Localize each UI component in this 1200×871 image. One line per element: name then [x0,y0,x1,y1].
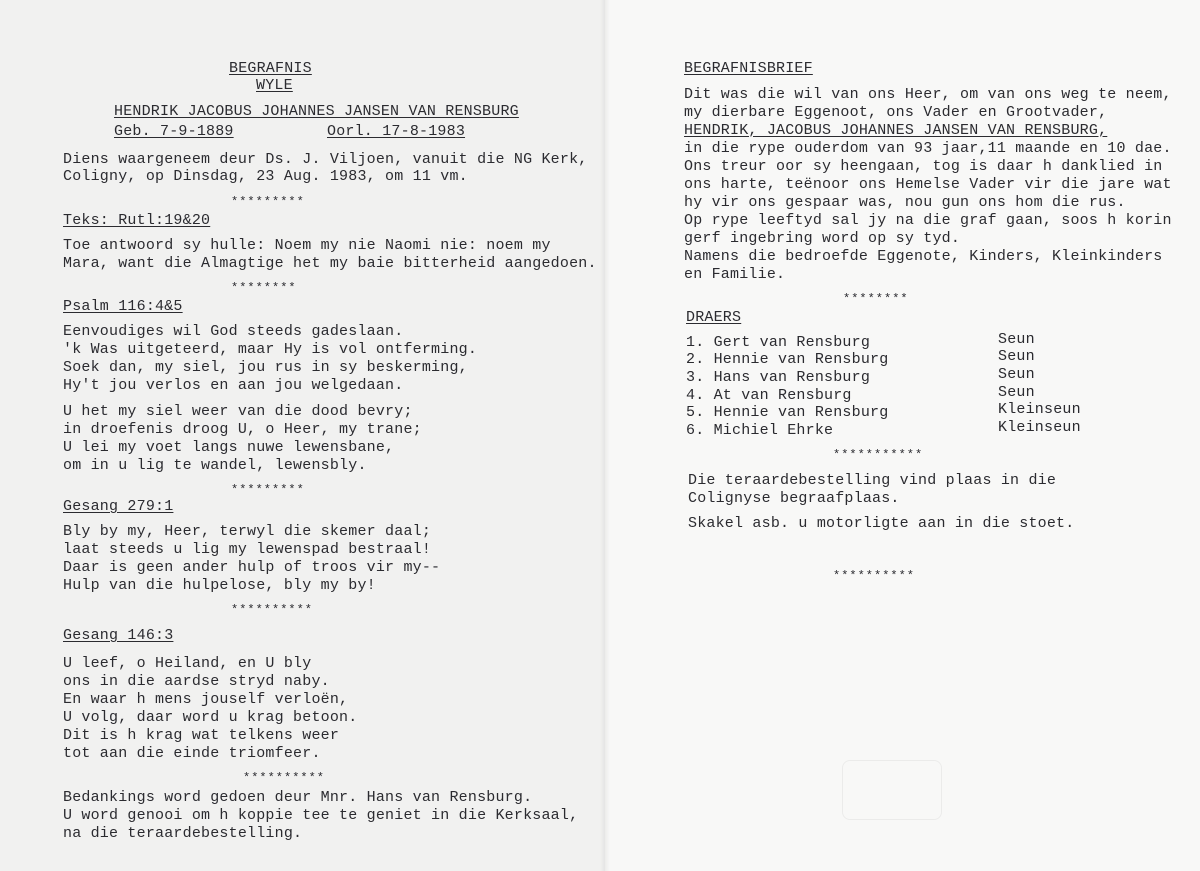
letter-line: my dierbare Eggenoot, ons Vader en Grootvader, [684,104,1108,121]
separator: ********* [231,195,305,209]
letter-line: HENDRIK, JACOBUS JOHANNES JANSEN VAN RENSBURG, [684,122,1108,139]
bearer-name: 3. Hans van Rensburg [686,369,871,386]
deceased-name: HENDRIK JACOBUS JOHANNES JANSEN VAN RENSBURG [114,103,519,120]
bearer-relation: Seun [998,331,1035,348]
bearer-name: 1. Gert van Rensburg [686,334,871,351]
bearer-name: 4. At van Rensburg [686,387,852,404]
separator: ********** [243,771,326,785]
gesang-line: Dit is h krag wat telkens weer [63,727,340,744]
psalm-line: U het my siel weer van die dood bevry; [63,403,413,420]
born-date: Geb. 7-9-1889 [114,123,234,140]
gesang-line: laat steeds u lig my lewenspad bestraal! [63,541,432,558]
gesang-line: tot aan die einde triomfeer. [63,745,321,762]
service-line: Diens waargeneem deur Ds. J. Viljoen, vanuit die NG Kerk, [63,151,588,168]
letter-line: Namens die bedroefde Eggenote, Kinders, Kleinkinders [684,248,1163,265]
faint-stamp [842,760,942,820]
subheading: WYLE [256,77,293,94]
gesang-title: Gesang 279:1 [63,498,174,515]
gesang-line: Bly by my, Heer, terwyl die skemer daal; [63,523,432,540]
bearer-name: 6. Michiel Ehrke [686,422,834,439]
letter-line: en Familie. [684,266,786,283]
bearer-relation: Seun [998,366,1035,383]
letter-line: ons harte, teënoor ons Hemelse Vader vir die jare wat [684,176,1172,193]
died-date: Oorl. 17-8-1983 [327,123,466,140]
psalm-line: Hy't jou verlos en aan jou welgedaan. [63,377,404,394]
bearer-name: 5. Hennie van Rensburg [686,404,889,421]
letter-line: hy vir ons gespaar was, nou gun ons hom die rus. [684,194,1126,211]
psalm-line: 'k Was uitgeteerd, maar Hy is vol ontferming. [63,341,478,358]
gesang-line: En waar h mens jouself verloën, [63,691,349,708]
gesang-line: ons in die aardse stryd naby. [63,673,330,690]
letter-line: gerf ingebring word op sy tyd. [684,230,961,247]
text-title: Teks: Rutl:19&20 [63,212,211,229]
letter-title: BEGRAFNISBRIEF [684,60,813,77]
separator: ********** [231,603,314,617]
psalm-line: in droefenis droog U, o Heer, my trane; [63,421,422,438]
page-fold [600,0,610,871]
bearer-relation: Seun [998,348,1035,365]
text-line: Mara, want die Almagtige het my baie bitterheid aangedoen. [63,255,597,272]
bearer-relation: Kleinseun [998,401,1081,418]
psalm-line: Soek dan, my siel, jou rus in sy beskerming, [63,359,468,376]
letter-line: in die rype ouderdom van 93 jaar,11 maande en 10 dae. [684,140,1172,157]
separator: ********** [833,569,916,583]
separator: ******** [231,281,297,295]
psalm-line: om in u lig te wandel, lewensbly. [63,457,367,474]
thanks-line: U word genooi om h koppie tee te geniet in die Kerksaal, [63,807,579,824]
heading: BEGRAFNIS [229,60,312,77]
burial-line: Colignyse begraafplaas. [688,490,900,507]
separator: ******** [843,292,909,306]
gesang-line: U leef, o Heiland, en U bly [63,655,312,672]
thanks-line: na die teraardebestelling. [63,825,303,842]
gesang-line: Hulp van die hulpelose, bly my by! [63,577,376,594]
burial-line: Die teraardebestelling vind plaas in die [688,472,1057,489]
thanks-line: Bedankings word gedoen deur Mnr. Hans van Rensburg. [63,789,533,806]
gesang-line: Daar is geen ander hulp of troos vir my-- [63,559,441,576]
gesang-title: Gesang 146:3 [63,627,174,644]
text-line: Toe antwoord sy hulle: Noem my nie Naomi nie: noem my [63,237,551,254]
letter-line: Op rype leeftyd sal jy na die graf gaan, soos h korin [684,212,1172,229]
gesang-line: U volg, daar word u krag betoon. [63,709,358,726]
lights-line: Skakel asb. u motorligte aan in die stoet. [688,515,1075,532]
psalm-title: Psalm 116:4&5 [63,298,183,315]
bearer-relation: Kleinseun [998,419,1081,436]
psalm-line: U lei my voet langs nuwe lewensbane, [63,439,395,456]
psalm-line: Eenvoudiges wil God steeds gadeslaan. [63,323,404,340]
bearer-relation: Seun [998,384,1035,401]
bearers-title: DRAERS [686,309,742,326]
bearer-name: 2. Hennie van Rensburg [686,351,889,368]
letter-line: Dit was die wil van ons Heer, om van ons weg te neem, [684,86,1172,103]
service-line: Coligny, op Dinsdag, 23 Aug. 1983, om 11 vm. [63,168,468,185]
separator: ********* [231,483,305,497]
separator: *********** [833,448,924,462]
letter-line: Ons treur oor sy heengaan, tog is daar h danklied in [684,158,1163,175]
